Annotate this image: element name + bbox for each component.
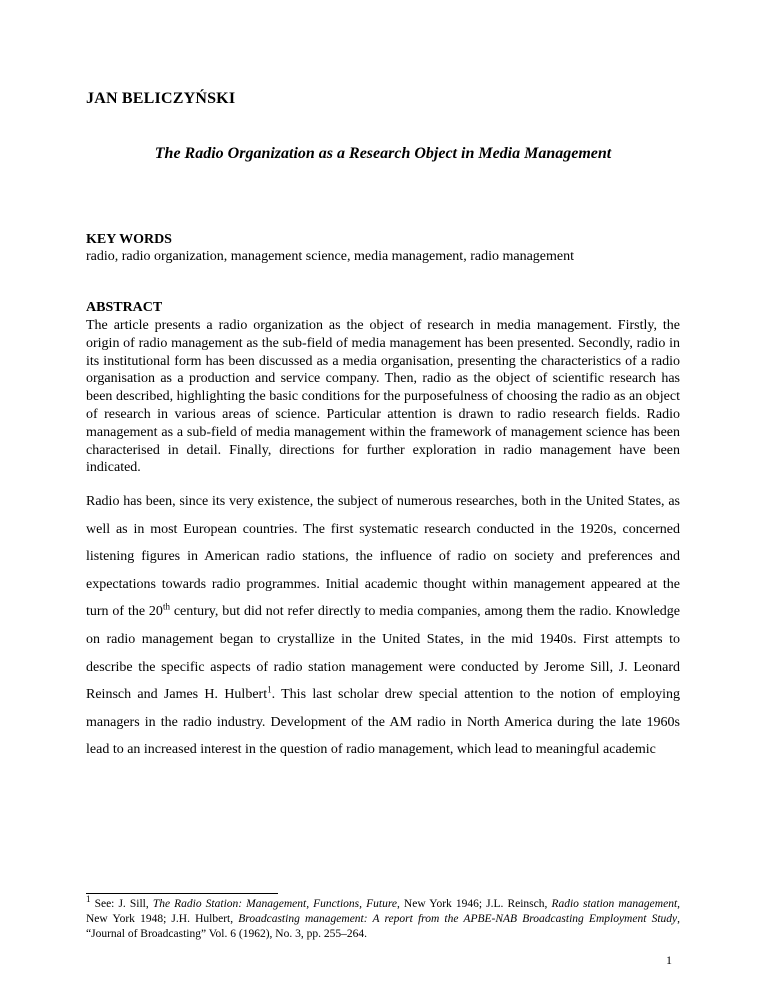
- page-number: 1: [666, 953, 672, 967]
- footnote-text-part-1: See: J. Sill,: [90, 898, 153, 910]
- footnote-marker: 1: [86, 894, 91, 905]
- body-text-part-2: century, but did not refer directly to media companies, among them the radio. Knowledge on radio management began to crystallize in the United States, in the mid 1940s. First attempts to describe the specific aspects of radio station management were conducted by Jerome Sill, J. Leonard Reinsch and James H. Hulbert: [86, 604, 680, 703]
- footnote-book-title-1: The Radio Station: Management, Functions, Future: [152, 898, 397, 910]
- footnote-book-title-2: Radio station management: [551, 898, 678, 910]
- body-text-part-1: Radio has been, since its very existence, the subject of numerous researches, both in the United States, as well as in most European countries. The first systematic research conducted in the 1920s, concerned listening figures in American radio stations, the influence of radio on society and preferences and expectations towards radio programmes. Initial academic thought within management appeared at the turn of the 20: [86, 494, 680, 620]
- footnote-article-title: Broadcasting management: A report from the APBE-NAB Broadcasting Employment Study: [238, 913, 678, 925]
- abstract-heading: ABSTRACT: [86, 300, 163, 315]
- keywords-heading: KEY WORDS: [86, 232, 172, 247]
- footnote-text-part-2: , New York 1946; J.L. Reinsch,: [396, 898, 552, 910]
- footnote-separator: [86, 893, 278, 894]
- body-paragraph: [86, 488, 680, 764]
- author-name: JAN BELICZYŃSKI: [86, 90, 236, 107]
- article-title: The Radio Organization as a Research Object in Media Management: [154, 145, 612, 162]
- footnote-text-part-3: , New York 1948; J.H. Hulbert,: [86, 898, 681, 925]
- footnote: [86, 894, 681, 942]
- abstract-text: The article presents a radio organization as the object of research in media management. Firstly, the origin of radio management as the sub-field of media management has been presented. Secondly, radio in its institutional form has been discussed as a media organisation, presenting the characteristics of a radio organisation as a production and service company. Then, radio as the object of scientific research has been described, highlighting the basic conditions for the purposefulness of choosing the radio as an object of research in various areas of science. Particular attention is drawn to radio research fields. Radio management as a sub-field of media management within the framework of management science has been characterised in detail. Finally, directions for further exploration in radio management have been indicated.: [86, 318, 680, 476]
- footnote-reference: 1: [267, 684, 272, 695]
- ordinal-superscript: th: [162, 601, 170, 612]
- footnote-text-part-4: , “Journal of Broadcasting” Vol. 6 (1962), No. 3, pp. 255–264.: [86, 913, 680, 940]
- keywords-text: radio, radio organization, management science, media management, radio management: [86, 249, 574, 264]
- body-text-part-3: . This last scholar drew special attention to the notion of employing managers in the radio industry. Development of the AM radio in North America during the late 1960s lead to an increased interest in the question of radio management, which lead to meaningful academic: [86, 687, 680, 758]
